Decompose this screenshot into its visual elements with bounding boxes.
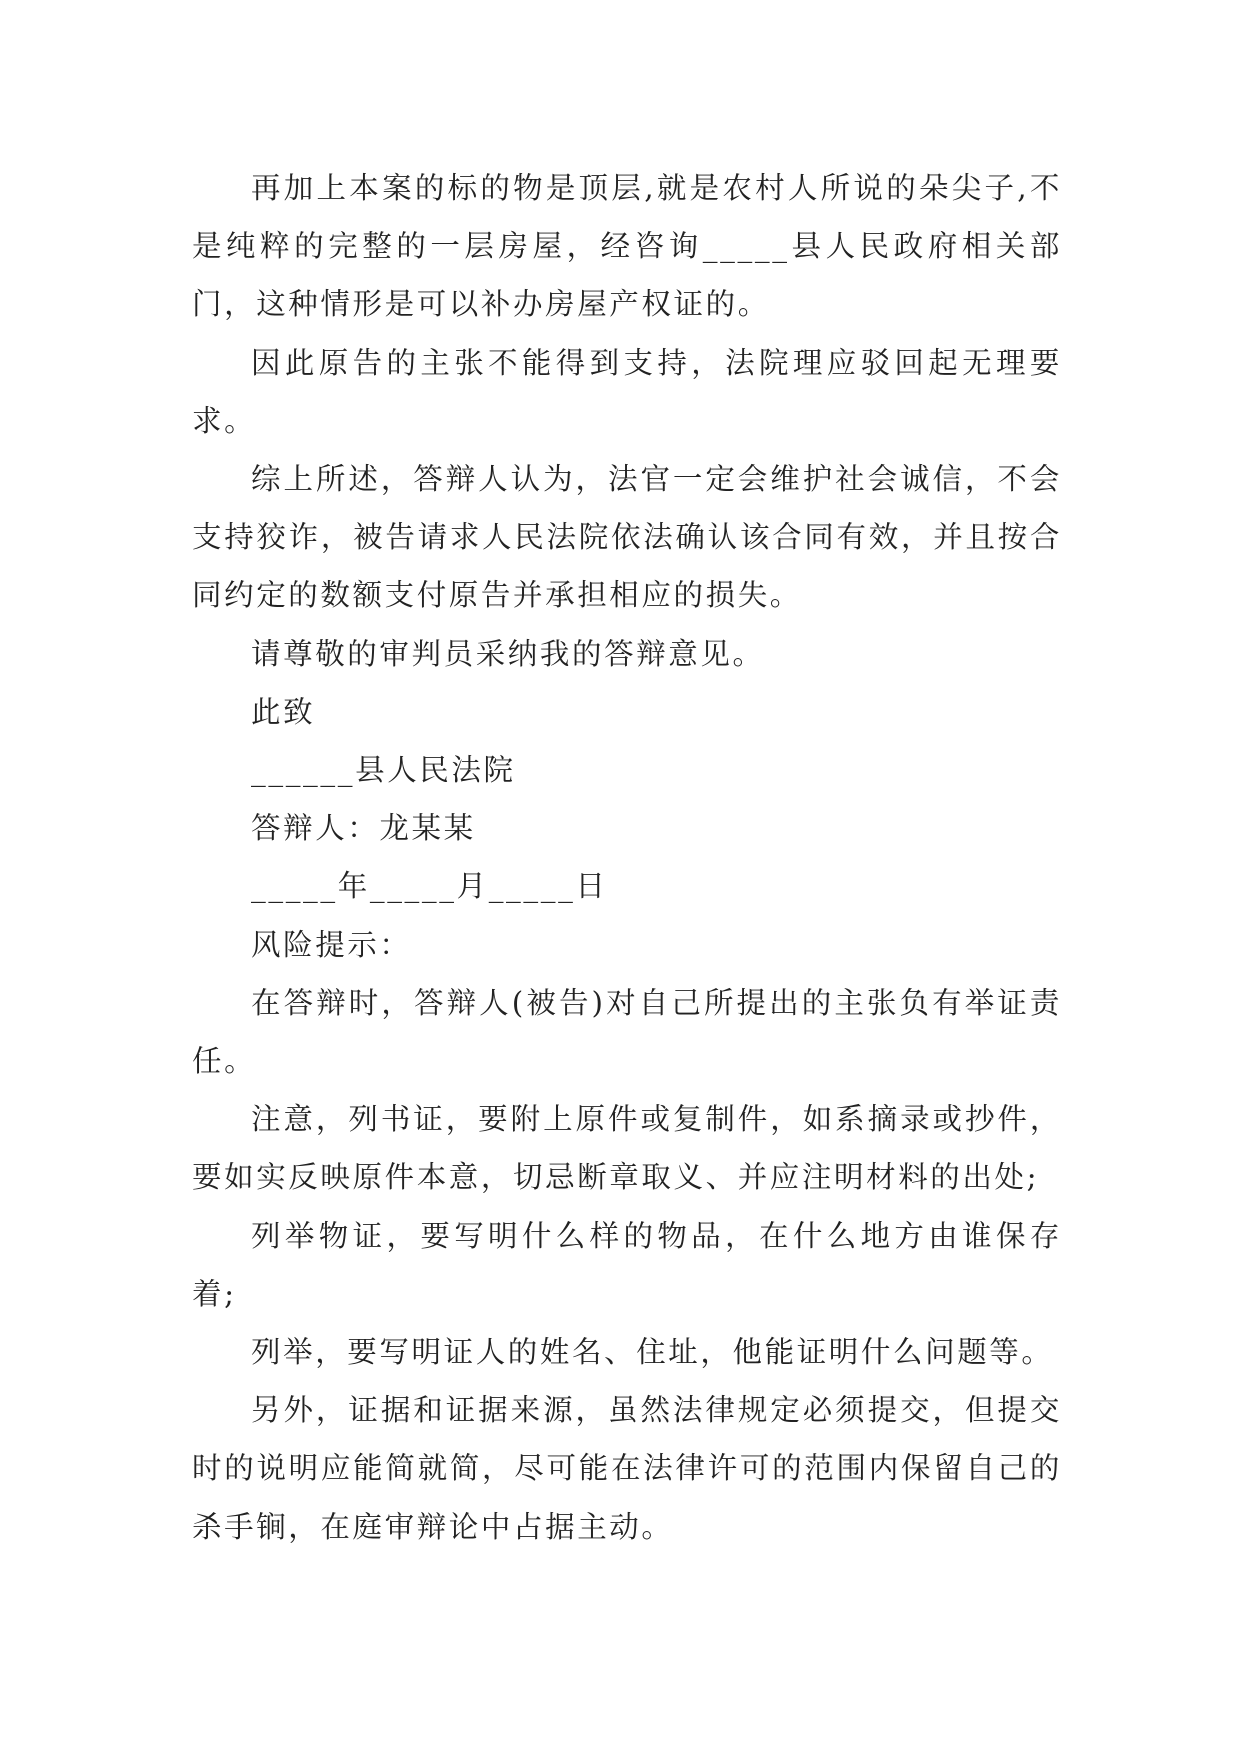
paragraph-claim-rejected: 因此原告的主张不能得到支持，法院理应驳回起无理要求。 [192,345,1062,438]
respondent-signature: 答辩人：龙某某 [251,811,476,846]
paragraph-conclusion: 综上所述，答辩人认为，法官一定会维护社会诚信，不会支持狡诈，被告请求人民法院依法确认该合同有效，并且按合同约定的数额支付原告并承担相应的损失。 [192,462,1062,613]
risk-burden-of-proof: 在答辩时，答辩人(被告)对自己所提出的主张负有举证责任。 [192,985,1062,1079]
risk-witness: 列举，要写明证人的姓名、住址，他能证明什么问题等。 [251,1335,1054,1370]
risk-heading: 风险提示： [251,927,412,962]
date-line: _____年_____月_____日 [251,869,608,904]
risk-documentary-evidence: 注意，列书证，要附上原件或复制件，如系摘录或抄件，要如实反映原件本意，切忌断章取义、并应注明材料的出处; [192,1102,1062,1195]
paragraph-roof-floor: 再加上本案的标的物是顶层,就是农村人所说的朵尖子,不是纯粹的完整的一层房屋，经咨询_____县人民政府相关部门，这种情形是可以补办房屋产权证的。 [192,171,1062,322]
document-body [192,159,1062,1556]
risk-evidence-submission: 另外，证据和证据来源，虽然法律规定必须提交，但提交时的说明应能简就简，尽可能在法律许可的范围内保留自己的杀手锏，在庭审辩论中占据主动。 [192,1393,1062,1544]
paragraph-request: 请尊敬的审判员采纳我的答辩意见。 [251,636,765,671]
salutation: 此致 [251,694,316,729]
addressee-court: ______县人民法院 [251,753,516,788]
risk-physical-evidence: 列举物证，要写明什么样的物品，在什么地方由谁保存着; [192,1218,1062,1311]
